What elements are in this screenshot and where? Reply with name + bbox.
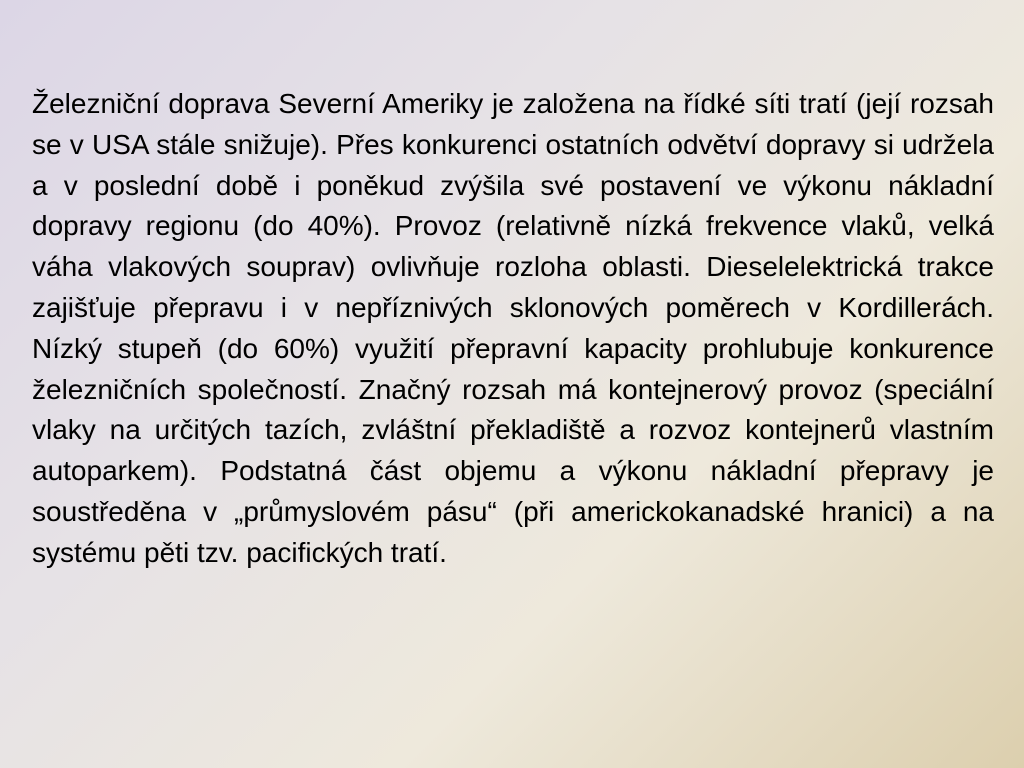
slide-body-text: Železniční doprava Severní Ameriky je založena na řídké síti tratí (její rozsah se v USA stále snižuje). Přes konkurenci ostatních odvětví dopravy si udržela a v poslední době i poněkud zvýšila své postavení ve výkonu nákladní dopravy regionu (do 40%). Provoz (relativně nízká frekvence vlaků, velká váha vlakových souprav) ovlivňuje rozloha oblasti. Dieselelektrická trakce zajišťuje přepravu i v nepříznivých sklonových poměrech v Kordillerách. Nízký stupeň (do 60%) využití přepravní kapacity prohlubuje konkurence železničních společností. Značný rozsah má kontejnerový provoz (speciální vlaky na určitých tazích, zvláštní překladiště a rozvoz kontejnerů vlastním autoparkem). Podstatná část objemu a výkonu nákladní přepravy je soustředěna v „průmyslovém pásu“ (při americkokanadské hranici) a na systému pěti tzv. pacifických tratí. [32, 88, 994, 568]
